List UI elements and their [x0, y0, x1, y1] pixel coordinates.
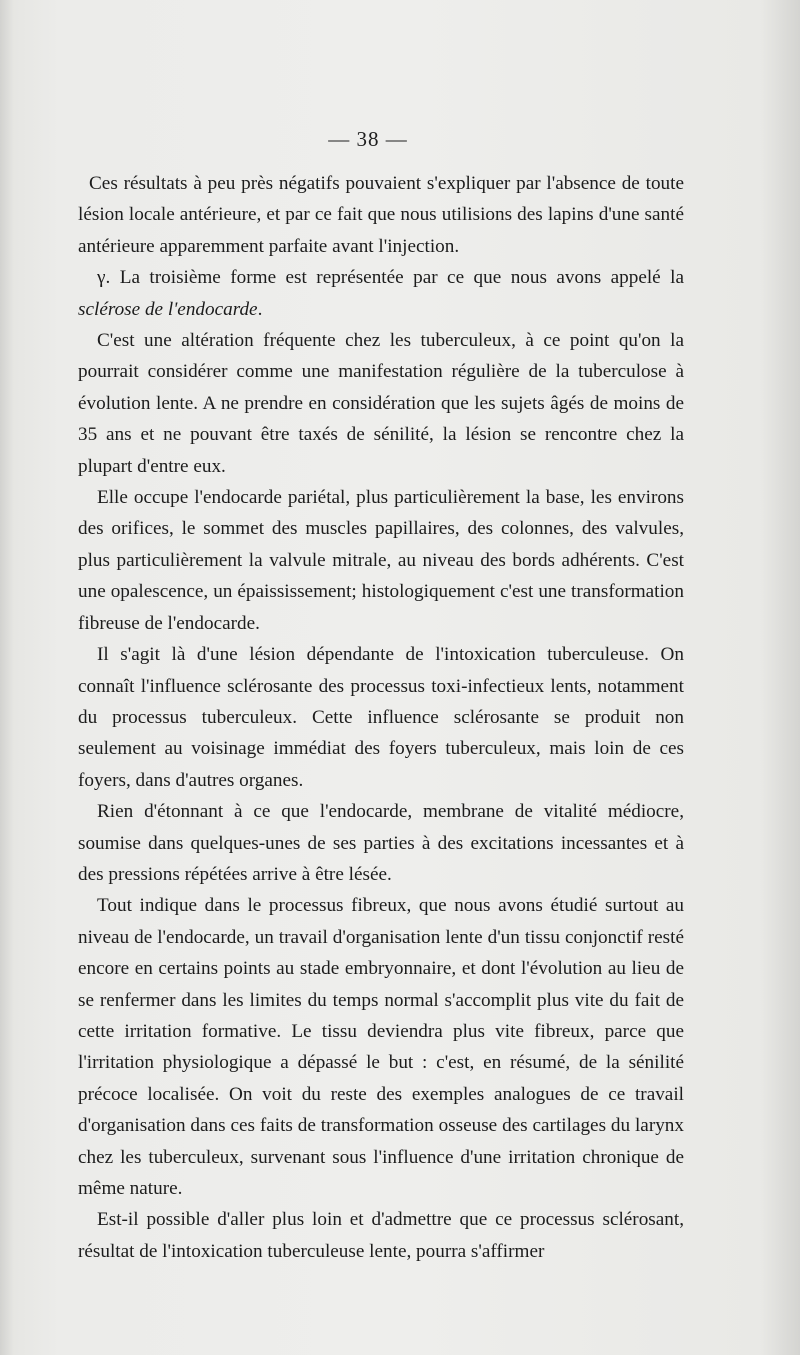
paragraph-2-tail: . [257, 298, 263, 320]
paragraph-7: Tout indique dans le processus fibreux, que nous avons étudié surtout au niveau de l'endocarde, un travail d'organisation lente d'un tissu conjonctif resté encore en certains points au stade embryonnaire, et dont l'évolution au lieu de se renfermer dans les limites du temps normal s'accomplit plus vite du fait de cette irritation formative. Le tissu deviendra plus vite fibreux, parce que l'irritation physiologique a dépassé le but : c'est, en résumé, de la sénilité précoce localisée. On voit du reste des exemples analogues de ce travail d'organisation dans ces faits de transformation osseuse des cartilages du larynx chez les tuberculeux, survenant sous l'influence d'une irritation chronique de même nature. [78, 895, 684, 1199]
paragraph-2-italic-term: sclérose de l'endocarde [78, 298, 258, 320]
body-text [78, 168, 684, 1267]
paragraph-6: Rien d'étonnant à ce que l'endocarde, membrane de vitalité médiocre, soumise dans quelques-unes de ses parties à des excitations incessantes et à des pressions répétées arrive à être lésée. [78, 801, 684, 885]
paragraph-5: Il s'agit là d'une lésion dépendante de l'intoxication tuberculeuse. On connaît l'influence sclérosante des processus toxi-infectieux lents, notamment du processus tuberculeux. Cette influence sclérosante se produit non seulement au voisinage immédiat des foyers tuberculeux, mais loin de ces foyers, dans d'autres organes. [78, 644, 684, 791]
paragraph-4: Elle occupe l'endocarde pariétal, plus particulièrement la base, les environs des orifices, le sommet des muscles papillaires, des colonnes, des valvules, plus particulièrement la valvule mitrale, au niveau des bords adhérents. C'est une opalescence, un épaississement; histologiquement c'est une transformation fibreuse de l'endocarde. [78, 487, 684, 634]
paragraph-2-lead: γ. La troisième forme est représentée par ce que nous avons appelé la [97, 267, 684, 289]
paragraph-8: Est-il possible d'aller plus loin et d'admettre que ce processus sclérosant, résultat de l'intoxication tuberculeuse lente, pourra s'affirmer [78, 1209, 684, 1262]
page-number: — 38 — [328, 127, 408, 151]
paragraph-3: C'est une altération fréquente chez les tuberculeux, à ce point qu'on la pourrait considérer comme une manifestation régulière de la tuberculose à évolution lente. A ne prendre en considération que les sujets âgés de moins de 35 ans et ne pouvant être taxés de sénilité, la lésion se rencontre chez la plupart d'entre eux. [78, 330, 684, 477]
paragraph-1: Ces résultats à peu près négatifs pouvaient s'expliquer par l'absence de toute lésion locale antérieure, et par ce fait que nous utilisions des lapins d'une santé antérieure apparemment parfaite avant l'injection. [78, 173, 684, 257]
paragraph-2 [78, 262, 684, 325]
